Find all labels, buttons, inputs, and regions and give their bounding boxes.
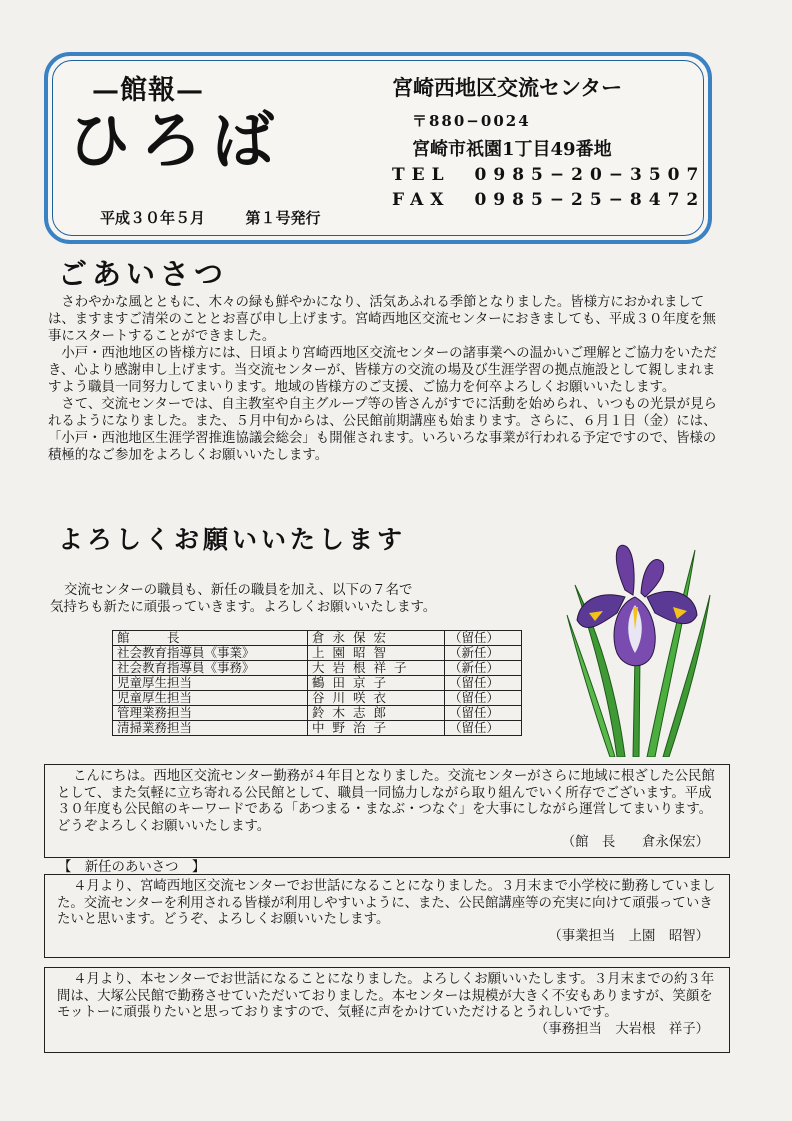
- newsletter-title: ひろば: [68, 104, 285, 177]
- regards-title: よろしくお願いいたします: [58, 525, 407, 554]
- staff-status: （留任）: [445, 631, 522, 646]
- staff-status: （新任）: [445, 661, 522, 676]
- staff-intro-line: 交流センターの職員も、新任の職員を加え、以下の７名で: [64, 583, 413, 598]
- director-message-box: [44, 764, 730, 858]
- phone-number: TEL 0985−20−3507: [392, 165, 706, 185]
- new-staff-message-box: [44, 967, 730, 1053]
- fax-number: FAX 0985−25−8472: [392, 190, 706, 210]
- staff-role: 社会教育指導員《事業》: [113, 646, 308, 661]
- staff-role: 管理業務担当: [113, 706, 308, 721]
- greeting-paragraph: さわやかな風とともに、木々の緑も鮮やかになり、活気あふれる季節となりました。皆様方におかれましては、ますますご清栄のこととお喜び申し上げます。宮崎西地区交流センターにおきましても、平成３０年度を無事にスタートすることができました。: [48, 295, 716, 344]
- new-staff-message: ４月より、宮崎西地区交流センターでお世話になることになりました。３月末まで小学校に勤務していました。交流センターを利用される皆様が利用しやすいように、また、公民館講座等の充実に向けて頑張っていきたいと思います。どうぞ、よろしくお願いいたします。: [57, 879, 716, 927]
- staff-name: 倉永保宏: [308, 631, 445, 646]
- staff-name: 大岩根祥子: [308, 661, 445, 676]
- new-staff-signature: （事務担当 大岩根 祥子）: [534, 1021, 709, 1037]
- staff-name: 上園昭智: [308, 646, 445, 661]
- table-row: [113, 631, 522, 646]
- staff-role: 児童厚生担当: [113, 676, 308, 691]
- new-staff-title: 【 新任のあいさつ 】: [58, 860, 206, 875]
- issue-number: 第１号発行: [245, 209, 321, 227]
- staff-name: 谷川咲衣: [308, 691, 445, 706]
- staff-role: 社会教育指導員《事務》: [113, 661, 308, 676]
- greeting-paragraph: さて、交流センターでは、自主教室や自主グループ等の皆さんがすでに活動を始められ、いつもの光景が見られるようになりました。また、５月中旬からは、公民館前期講座も始まります。さらに、６月１日（金）には、「小戸・西池地区生涯学習推進協議会総会」も開催されます。いろいろな事業が行われる予定ですので、皆様の積極的なご参加をよろしくお願いいたします。: [48, 397, 717, 463]
- new-staff-signature: （事業担当 上園 昭智）: [548, 928, 709, 944]
- director-signature: （館 長 倉永保宏）: [561, 835, 709, 850]
- newsletter-kind: —館報—: [92, 75, 204, 106]
- iris-flower-icon: [555, 535, 725, 757]
- greeting-paragraph: 小戸・西池地区の皆様方には、日頃より宮崎西地区交流センターの諸事業への温かいご理解とご協力をいただき、心より感謝申し上げます。当交流センターが、皆様方の交流の場及び生涯学習の拠点施設として親しまれますよう職員一同努力してまいります。地域の皆様方のご支援、ご協力を何卒よろしくお願いいたします。: [48, 346, 717, 395]
- table-row: [113, 646, 522, 661]
- staff-name: 鈴木志郎: [308, 706, 445, 721]
- postal-code: 〒880−0024: [412, 112, 531, 130]
- director-message: こんにちは。西地区交流センター勤務が４年目となりました。交流センターがさらに地域に根ざした公民館として、また気軽に立ち寄れる公民館として、職員一同協力しながら取り組んでいく所存でございます。平成３０年度も公民館のキーワードである「あつまる・まなぶ・つなぐ」を大事にしながら運営してまいります。どうぞよろしくお願いいたします。: [57, 769, 715, 834]
- staff-name: 中野治子: [308, 721, 445, 736]
- staff-intro: [50, 582, 436, 616]
- staff-role: 館 長: [113, 631, 308, 646]
- staff-role: 児童厚生担当: [113, 691, 308, 706]
- staff-status: （留任）: [445, 691, 522, 706]
- table-row: [113, 721, 522, 736]
- staff-status: （新任）: [445, 646, 522, 661]
- staff-table: [112, 630, 522, 736]
- new-staff-message: ４月より、本センターでお世話になることになりました。よろしくお願いいたします。３月末までの約３年間は、大塚公民館で勤務させていただいておりました。本センターは規模が大きく不安もありますが、笑顔をモットーに頑張りたいと思っておりますので、気軽に声をかけていただけるとうれしいです。: [57, 972, 715, 1020]
- new-staff-message-box: [44, 874, 730, 958]
- org-name: 宮崎西地区交流センター: [392, 75, 623, 100]
- greeting-title: ごあいさつ: [58, 257, 229, 291]
- greeting-body: [48, 294, 724, 464]
- staff-status: （留任）: [445, 706, 522, 721]
- table-row: [113, 676, 522, 691]
- staff-role: 清掃業務担当: [113, 721, 308, 736]
- table-row: [113, 706, 522, 721]
- address: 宮崎市祇園1丁目49番地: [412, 139, 612, 160]
- staff-status: （留任）: [445, 721, 522, 736]
- table-row: [113, 691, 522, 706]
- staff-intro-line: 気持ちも新たに頑張っていきます。よろしくお願いいたします。: [50, 600, 437, 615]
- issue-info: [100, 207, 321, 228]
- issue-date: 平成３０年５月: [100, 209, 206, 227]
- staff-status: （留任）: [445, 676, 522, 691]
- table-row: [113, 661, 522, 676]
- staff-name: 鶴田京子: [308, 676, 445, 691]
